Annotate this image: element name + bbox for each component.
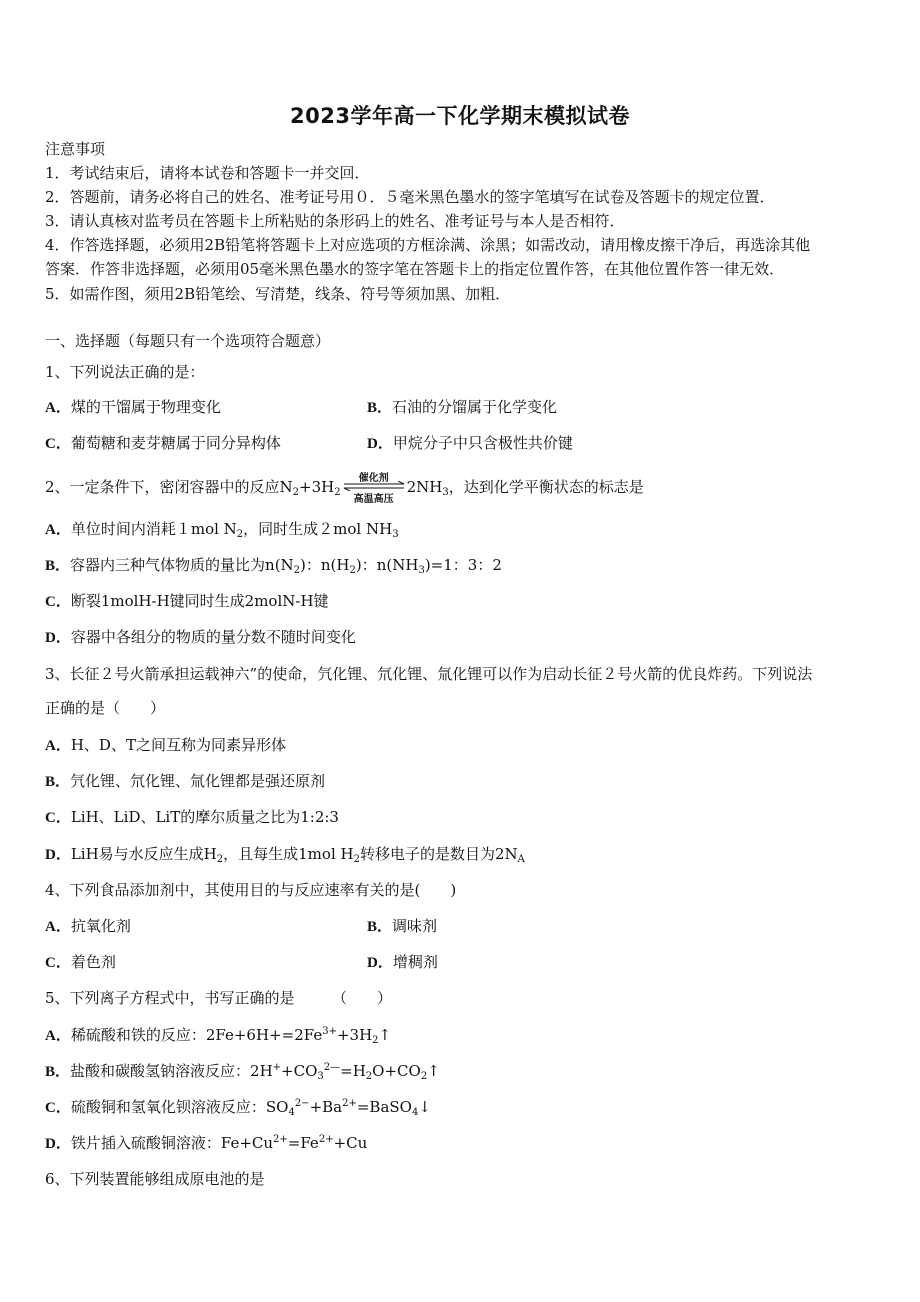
q3-d-text: LiH易与水反应生成H [70,845,217,863]
equilibrium-arrow [342,473,406,505]
notice-item-5: 5．如需作图，须用2B铅笔绘、写清楚，线条、符号等须加黑、加粗． [45,285,511,303]
q2-c-text: 断裂1molH-H键同时生成2molN-H键 [70,592,329,610]
q5-option-b: B．盐酸和碳酸氢钠溶液反应：$2H^++CO_3^{2—}=H_2O+CO_2↑$ [45,1062,440,1082]
option-letter: A． [45,400,71,416]
option-letter: A． [45,919,71,935]
option-letter: A． [45,522,71,538]
option-letter: C． [45,810,71,826]
q5-option-c: C．硫酸铜和氢氧化钡溶液反应：$SO_4^{2-}+Ba^{2+}=BaSO_4↓$ [45,1098,431,1118]
q4-b-text: 调味剂 [392,917,438,935]
q2-option-c [45,591,329,612]
q1-a-text: 煤的干馏属于物理变化 [70,398,221,416]
q3-option-d: D．LiH易与水反应生成$H_2$，且每生成1mol $H_2$转移电子的是数目为$2N_A$ [45,845,525,865]
q5-option-a: A．稀硫酸和铁的反应：$2Fe+6H+=2Fe^{3+}+3H_2↑$ [45,1026,392,1046]
notice-item-2: 2．答题前，请务必将自己的姓名、准考证号用０．５毫米黑色墨水的签字笔填写在试卷及答题卡的规定位置． [45,188,775,206]
q4-a-text: 抗氧化剂 [70,917,131,935]
q2-option-d [45,627,356,648]
option-letter: C． [45,955,71,971]
option-letter: B． [45,1064,71,1080]
option-letter: C． [45,436,71,452]
q5-b-text: 盐酸和碳酸氢钠溶液反应： [70,1062,251,1080]
q2-b-text: 容器内三种气体物质的量比为 [70,556,266,574]
q1-option-c [45,433,281,454]
q5-stem: 5、下列离子方程式中，书写正确的是 （ ） [45,989,393,1007]
option-letter: B． [367,919,393,935]
option-letter: B． [45,558,71,574]
q3-a-text: H、D、T之间互称为同素异形体 [70,736,286,754]
q2-stem-pre: 2、一定条件下，密闭容器中的反应 [45,478,280,496]
q5-c-text: 硫酸铜和氢氧化钡溶液反应： [70,1098,266,1116]
q1-option-a [45,397,221,418]
q2-option-a: A．单位时间内消耗１mol $N_2$，同时生成２mol $NH_3$ [45,520,399,540]
notice-item-4-cont: 答案．作答非选择题，必须用05毫米黑色墨水的签字笔在答题卡上的指定位置作答，在其他位置作答一律无效． [45,260,785,278]
option-letter: B． [45,774,71,790]
q3-stem-line1: 3、长征２号火箭承担运载神六”的使命，氕化锂、氘化锂、氚化锂可以作为启动长征２号火箭的优良炸药。下列说法 [45,665,813,683]
q1-option-d [367,433,573,454]
option-letter: D． [45,1136,71,1152]
option-letter: A． [45,738,71,754]
q1-b-text: 石油的分馏属于化学变化 [392,398,558,416]
notice-item-1: 1．考试结束后，请将本试卷和答题卡一并交回． [45,164,370,182]
q1-c-text: 葡萄糖和麦芽糖属于同分异构体 [70,434,281,452]
q3-option-b [45,771,325,792]
q1-d-text: 甲烷分子中只含极性共价键 [392,434,573,452]
q3-option-a [45,735,286,756]
q1-option-b [367,397,557,418]
q4-option-a [45,916,131,937]
q3-option-c [45,807,339,828]
q4-stem: 4、下列食品添加剂中，其使用目的与反应速率有关的是( ) [45,881,457,899]
option-letter: D． [45,630,71,646]
q4-c-text: 着色剂 [70,953,116,971]
arrow-condition-bottom: 高温高压 [353,494,394,505]
q3-c-text: LiH、LiD、LiT的摩尔质量之比为1:2:3 [70,808,339,826]
option-letter: A． [45,1028,71,1044]
page-title: 2023学年高一下化学期末模拟试卷 [290,104,630,128]
option-letter: D． [45,847,71,863]
q2-stem-post: ，达到化学平衡状态的标志是 [448,478,644,496]
option-letter: C． [45,1100,71,1116]
q4-option-b [367,916,437,937]
q2-option-b: B．容器内三种气体物质的量比为$n(N_2)$：$n(H_2)$：$n(NH_3)=1$：3：2 [45,556,502,576]
q4-option-d [367,952,438,973]
q3-b-text: 氕化锂、氘化锂、氚化锂都是强还原剂 [70,772,326,790]
option-letter: C． [45,594,71,610]
arrow-condition-top: 催化剂 [358,473,389,484]
q5-d-text: 铁片插入硫酸铜溶液： [70,1134,221,1152]
option-letter: D． [367,436,393,452]
section-heading: 一、选择题（每题只有一个选项符合题意） [45,332,331,350]
q5-option-d: D．铁片插入硫酸铜溶液：$Fe+Cu^{2+}=Fe^{2+}+Cu$ [45,1134,368,1152]
q1-stem: 1、下列说法正确的是： [45,363,205,381]
q2-d-text: 容器中各组分的物质的量分数不随时间变化 [70,628,356,646]
q5-a-text: 稀硫酸和铁的反应： [70,1026,206,1044]
option-letter: B． [367,400,393,416]
q2-a-text: 单位时间内消耗１mol N [70,520,237,538]
q6-stem: 6、下列装置能够组成原电池的是 [45,1170,265,1188]
q4-option-c [45,952,116,973]
notice-heading: 注意事项 [45,140,106,158]
q4-d-text: 增稠剂 [392,953,438,971]
q3-stem-line2: 正确的是（ ） [45,699,166,717]
option-letter: D． [367,955,393,971]
notice-item-3: 3．请认真核对监考员在答题卡上所粘贴的条形码上的姓名、准考证号与本人是否相符． [45,212,625,230]
notice-item-4: 4．作答选择题，必须用2B铅笔将答题卡上对应选项的方框涂满、涂黑；如需改动，请用橡皮擦干净后，再选涂其他 [45,236,811,254]
q2-stem: 2、一定条件下，密闭容器中的反应$N_2+3H_2$ 催化剂 高温高压 $2NH_3$，达到化学平衡状态的标志是 [45,476,644,498]
